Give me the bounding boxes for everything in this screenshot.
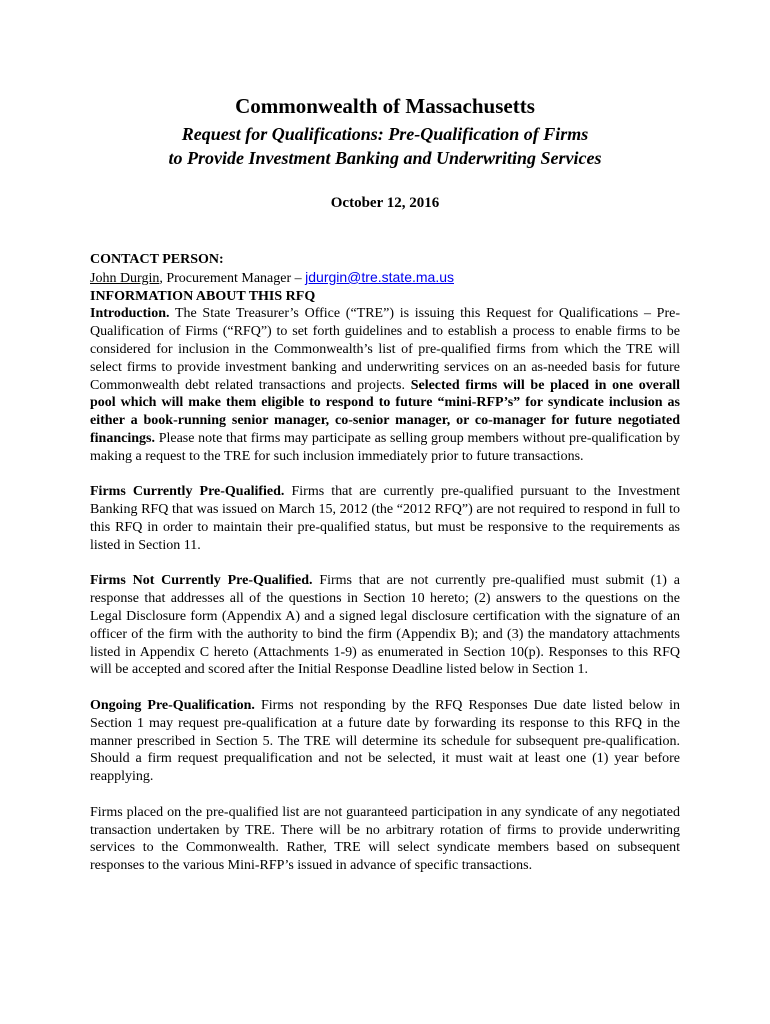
- contact-email-link[interactable]: jdurgin@tre.state.ma.us: [305, 268, 454, 285]
- document-subtitle-line-2: to Provide Investment Banking and Underwriting Services: [168, 148, 602, 168]
- not-currently-prequalified-lead: Firms Not Currently Pre-Qualified.: [90, 573, 313, 589]
- document-page: [90, 93, 680, 875]
- introduction-text: The State Treasurer’s Office (“TRE”) is issuing this Request for Qualifications – Pre-Qualification of Firms (“RFQ”) to set forth guidelines and to establish a process to enable firms to be considered for inclusion in the Commonwealth’s list of pre-qualified firms from which the TRE will select firms to provide investment banking and underwriting services on an as-needed basis for future Commonwealth debt related transactions and projects.: [90, 306, 680, 393]
- contact-heading: CONTACT PERSON:: [90, 252, 224, 267]
- document-subtitle-line-1: Request for Qualifications: Pre-Qualification of Firms: [181, 124, 589, 144]
- contact-line: [90, 269, 680, 288]
- currently-prequalified-lead: Firms Currently Pre-Qualified.: [90, 484, 285, 500]
- contact-name: John Durgin: [90, 270, 160, 286]
- ongoing-prequalification-paragraph: [90, 697, 680, 786]
- not-currently-prequalified-paragraph: [90, 572, 680, 679]
- introduction-bold-text: Selected firms will be placed in one overall pool which will make them eligible to respond to future “mini-RFP’s” for syndicate inclusion as either a book-running senior manager, co-senior manager, or co-manager for future negotiated financings.: [90, 377, 680, 446]
- contact-role: , Procurement Manager –: [159, 270, 306, 286]
- introduction-tail: Please note that firms may participate as selling group members without pre-qualification by making a request to the TRE for such inclusion immediately prior to future transactions.: [90, 430, 680, 464]
- prequalified-list-text: Firms placed on the pre-qualified list are not guaranteed participation in any syndicate of any negotiated transaction undertaken by TRE. There will be no arbitrary rotation of firms to provide underwriting services to the Commonwealth. Rather, TRE will select syndicate members based on subsequent responses to the various Mini-RFP’s issued in advance of specific transactions.: [90, 804, 680, 874]
- ongoing-prequalification-text: Firms not responding by the RFQ Responses Due date listed below in Section 1 may request pre-qualification at a future date by forwarding its response to this RFQ in the manner prescribed in Section 5. The TRE will determine its schedule for subsequent pre-qualification. Should a firm request prequalification and not be selected, it must wait at least one (1) year before reapplying.: [90, 697, 680, 785]
- document-title: Commonwealth of Massachusetts: [235, 94, 535, 118]
- document-date: October 12, 2016: [330, 195, 440, 211]
- prequalified-list-paragraph: [90, 804, 680, 875]
- currently-prequalified-text: Firms that are currently pre-qualified pursuant to the Investment Banking RFQ that was issued on March 15, 2012 (the “2012 RFQ”) are not required to respond in full to this RFQ in order to maintain their pre-qualified status, but must be responsive to the requirements as listed in Section 11.: [90, 484, 680, 553]
- introduction-paragraph: [90, 305, 680, 465]
- currently-prequalified-paragraph: [90, 483, 680, 554]
- not-currently-prequalified-text: Firms that are not currently pre-qualified must submit (1) a response that addresses all of the questions in Section 10 hereto; (2) answers to the questions on the Legal Disclosure form (Appendix A) and a signed legal disclosure certification with the signature of an officer of the firm with the authority to bind the firm (Appendix B); and (3) the mandatory attachments listed in Appendix C hereto (Attachments 1-9) as enumerated in Section 10(p). Responses to this RFQ will be accepted and scored after the Initial Response Deadline listed below in Section 1.: [90, 573, 680, 678]
- ongoing-prequalification-lead: Ongoing Pre-Qualification.: [90, 697, 255, 713]
- info-heading: INFORMATION ABOUT THIS RFQ: [90, 288, 316, 304]
- introduction-lead: Introduction.: [90, 306, 170, 322]
